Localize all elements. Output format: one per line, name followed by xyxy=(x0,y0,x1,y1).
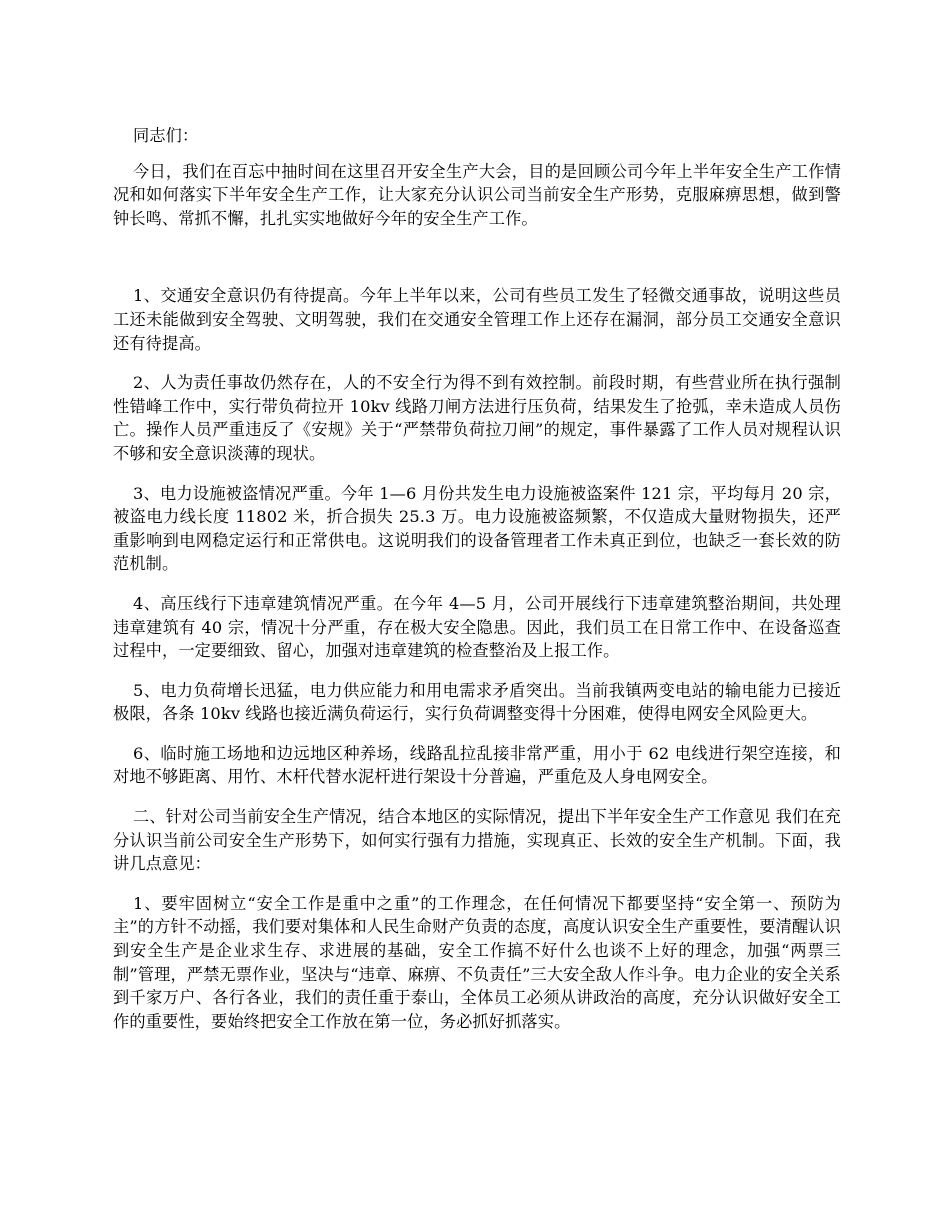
section-spacer xyxy=(113,246,841,284)
opinion-paragraph-1: 1、要牢固树立“安全工作是重中之重”的工作理念，在任何情况下都要坚持“安全第一、预防为主”的方针不动摇，我们要对集体和人民生命财产负责的态度，高度认识安全生产重要性，要清醒认识到安全生产是企业求生存、求进展的基础，安全工作搞不好什么也谈不上好的理念，加强“两票三制”管理，严禁无票作业，坚决与“违章、麻痹、不负责任”三大安全敌人作斗争。电力企业的安全关系到千家万户、各行各业，我们的责任重于泰山，全体员工必须从讲政治的高度，充分认识做好安全工作的重要性，要始终把安全工作放在第一位，务必抓好抓落实。 xyxy=(113,893,841,1031)
problem-paragraph-6: 6、临时施工场地和边远地区种养场，线路乱拉乱接非常严重，用小于 62 电线进行架空连接，和对地不够距离、用竹、木杆代替水泥杆进行架设十分普遍，严重危及人身电网安全。 xyxy=(113,743,841,787)
salutation: 同志们： xyxy=(133,126,199,145)
problem-paragraph-2: 2、人为责任事故仍然存在，人的不安全行为得不到有效控制。前段时期，有些营业所在执行强制性错峰工作中，实行带负荷拉开 10kv 线路刀闸方法进行压负荷，结果发生了抢弧，幸未造成人员伤亡。操作人员严重违反了《安规》关于“严禁带负荷拉刀闸”的规定，事件暴露了工作人员对规程认识不够和安全意识淡薄的现状。 xyxy=(113,373,841,463)
problem-paragraph-1: 1、交通安全意识仍有待提高。今年上半年以来，公司有些员工发生了轻微交通事故，说明这些员工还未能做到安全驾驶、文明驾驶，我们在交通安全管理工作上还存在漏洞，部分员工交通安全意识还有待提高。 xyxy=(113,286,841,353)
section-two-heading-paragraph: 二、针对公司当前安全生产情况，结合本地区的实际情况，提出下半年安全生产工作意见 我们在充分认识当前公司安全生产形势下，如何实行强有力措施，实现真正、长效的安全生产机制。下面，我讲几点意见： xyxy=(113,807,841,874)
document-page xyxy=(113,124,841,1049)
problem-paragraph-3: 3、电力设施被盗情况严重。今年 1—6 月份共发生电力设施被盗案件 121 宗，平均每月 20 宗，被盗电力线长度 11802 米，折合损失 25.3 万。电力设施被盗频繁，不仅造成大量财物损失，还严重影响到电网稳定运行和正常供电。这说明我们的设备管理者工作未真正到位，也缺乏一套长效的防范机制。 xyxy=(113,483,841,574)
problem-paragraph-4: 4、高压线行下违章建筑情况严重。在今年 4—5 月，公司开展线行下违章建筑整治期间，共处理违章建筑有 40 宗，情况十分严重，存在极大安全隐患。因此，我们员工在日常工作中、在设备巡查过程中，一定要细致、留心，加强对违章建筑的检查整治及上报工作。 xyxy=(113,593,841,661)
intro-paragraph: 今日，我们在百忘中抽时间在这里召开安全生产大会，目的是回顾公司今年上半年安全生产工作情况和如何落实下半年安全生产工作，让大家充分认识公司当前安全生产形势，克服麻痹思想，做到警钟长鸣、常抓不懈，扎扎实实地做好今年的安全生产工作。 xyxy=(113,161,841,228)
problem-paragraph-5: 5、电力负荷增长迅猛，电力供应能力和用电需求矛盾突出。当前我镇两变电站的输电能力已接近极限，各条 10kv 线路也接近满负荷运行，实行负荷调整变得十分困难，使得电网安全风险更大。 xyxy=(113,680,841,724)
